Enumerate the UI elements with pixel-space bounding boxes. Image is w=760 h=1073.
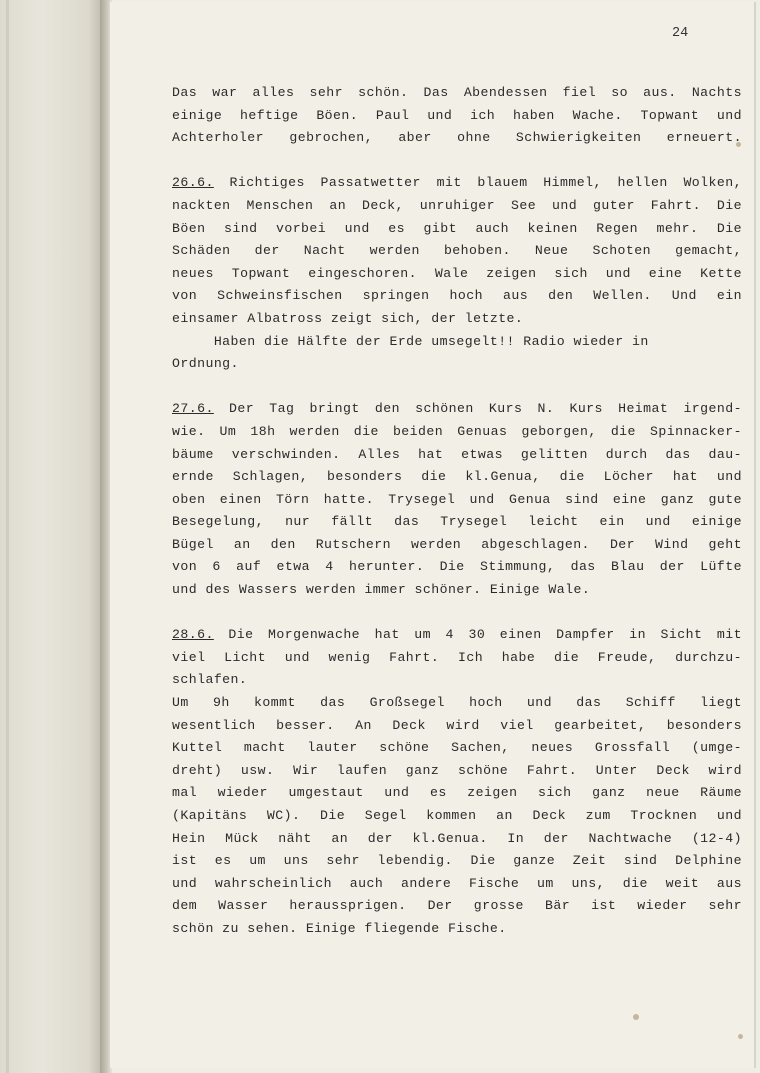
- line-text: Schäden der Nacht werden behoben. Neue Schoten gemacht,: [172, 243, 742, 259]
- line-text: einige heftige Böen. Paul und ich haben Wache. Topwant und: [172, 107, 742, 123]
- text-line: [172, 511, 742, 534]
- line-text: viel Licht und wenig Fahrt. Ich habe die Freude, durchzu-: [172, 649, 742, 665]
- line-text: schön zu sehen. Einige fliegende Fische.: [172, 920, 507, 936]
- page-number: 24: [672, 26, 689, 41]
- line-text: Böen sind vorbei und es gibt auch keinen Regen mehr. Die: [172, 220, 742, 236]
- text-line: [172, 624, 742, 647]
- text-line: [172, 918, 742, 941]
- entry-date: 26.6.: [172, 175, 214, 191]
- text-line: [172, 127, 742, 150]
- line-text: ist es um uns sehr lebendig. Die ganze Zeit sind Delphine: [172, 853, 742, 869]
- text-line: [172, 444, 742, 467]
- line-text: Das war alles sehr schön. Das Abendessen fiel so aus. Nachts: [172, 85, 742, 100]
- line-text: wesentlich besser. An Deck wird viel gearbeitet, besonders: [172, 717, 742, 733]
- line-text: dem Wasser heraussprigen. Der grosse Bär ist wieder sehr: [172, 898, 742, 914]
- line-text: von 6 auf etwa 4 herunter. Die Stimmung, das Blau der Lüfte: [172, 559, 742, 575]
- text-line: [172, 782, 742, 805]
- text-line: [172, 737, 742, 760]
- line-text: Haben die Hälfte der Erde umsegelt!! Radio wieder in: [172, 333, 649, 349]
- page-stack-edge: [6, 0, 9, 1073]
- line-text: Ordnung.: [172, 356, 239, 372]
- line-text: Die Morgenwache hat um 4 30 einen Dampfer in Sicht mit: [213, 627, 742, 643]
- text-line: [172, 466, 742, 489]
- text-line: [172, 218, 742, 241]
- text-line: [172, 850, 742, 873]
- line-text: bäume verschwinden. Alles hat etwas gelitten durch das dau-: [172, 446, 742, 462]
- text-line: [172, 240, 742, 263]
- paragraph-gap: [172, 602, 742, 625]
- text-line: [172, 489, 742, 512]
- line-text: neues Topwant eingeschoren. Wale zeigen sich und eine Kette: [172, 265, 742, 281]
- line-text: von Schweinsfischen springen hoch aus den Wellen. Und ein: [172, 288, 742, 304]
- line-text: Kuttel macht lauter schöne Sachen, neues Grossfall (umge-: [172, 740, 742, 756]
- line-text: Hein Mück näht an der kl.Genua. In der Nachtwache (12-4): [172, 830, 742, 846]
- line-text: und wahrscheinlich auch andere Fische um uns, die weit aus: [172, 875, 742, 891]
- text-line: [172, 172, 742, 195]
- line-text: und des Wassers werden immer schöner. Einige Wale.: [172, 582, 591, 598]
- text-line: [172, 805, 742, 828]
- entry-date: 27.6.: [172, 401, 214, 417]
- entry-date: 28.6.: [172, 627, 214, 643]
- line-text: Der Tag bringt den schönen Kurs N. Kurs Heimat irgend-: [213, 401, 742, 417]
- line-text: dreht) usw. Wir laufen ganz schöne Fahrt. Unter Deck wird: [172, 762, 742, 778]
- stain-spot: [633, 1014, 639, 1020]
- text-line: [172, 105, 742, 128]
- line-text: ernde Schlagen, besonders die kl.Genua, die Löcher hat und: [172, 469, 742, 485]
- text-line: [172, 398, 742, 421]
- line-text: wie. Um 18h werden die beiden Genuas geborgen, die Spinnacker-: [172, 423, 742, 439]
- text-line: [172, 421, 742, 444]
- line-text: (Kapitäns WC). Die Segel kommen an Deck zum Trocknen und: [172, 808, 742, 823]
- paragraph-gap: [172, 376, 742, 399]
- line-text: Richtiges Passatwetter mit blauem Himmel, hellen Wolken,: [213, 175, 742, 191]
- text-line: [172, 895, 742, 918]
- line-text: einsamer Albatross zeigt sich, der letzte.: [172, 310, 524, 326]
- line-text: schlafen.: [172, 672, 248, 688]
- line-text: Achterholer gebrochen, aber ohne Schwierigkeiten erneuert.: [172, 130, 742, 146]
- text-line: [172, 647, 742, 670]
- text-line: [172, 331, 742, 354]
- paragraph-gap: [172, 150, 742, 173]
- facing-page-edge: [0, 0, 104, 1073]
- text-line: [172, 82, 742, 105]
- text-line: [172, 760, 742, 783]
- text-line: [172, 353, 742, 376]
- line-text: nackten Menschen an Deck, unruhiger See und guter Fahrt. Die: [172, 197, 742, 213]
- text-line: [172, 534, 742, 557]
- text-line: [172, 308, 742, 331]
- text-line: [172, 692, 742, 715]
- stain-spot: [738, 1034, 743, 1039]
- line-text: Um 9h kommt das Großsegel hoch und das Schiff liegt: [172, 695, 742, 711]
- text-line: [172, 873, 742, 896]
- text-line: [172, 715, 742, 738]
- diary-text: [172, 82, 742, 941]
- line-text: mal wieder umgestaut und es zeigen sich ganz neue Räume: [172, 785, 742, 801]
- text-line: [172, 195, 742, 218]
- text-line: [172, 828, 742, 851]
- text-line: [172, 669, 742, 692]
- text-line: [172, 285, 742, 308]
- line-text: Bügel an den Rutschern werden abgeschlagen. Der Wind geht: [172, 536, 742, 552]
- line-text: oben einen Törn hatte. Trysegel und Genua sind eine ganz gute: [172, 491, 742, 507]
- text-line: [172, 263, 742, 286]
- text-line: [172, 579, 742, 602]
- line-text: Besegelung, nur fällt das Trysegel leicht ein und einige: [172, 514, 742, 530]
- text-line: [172, 556, 742, 579]
